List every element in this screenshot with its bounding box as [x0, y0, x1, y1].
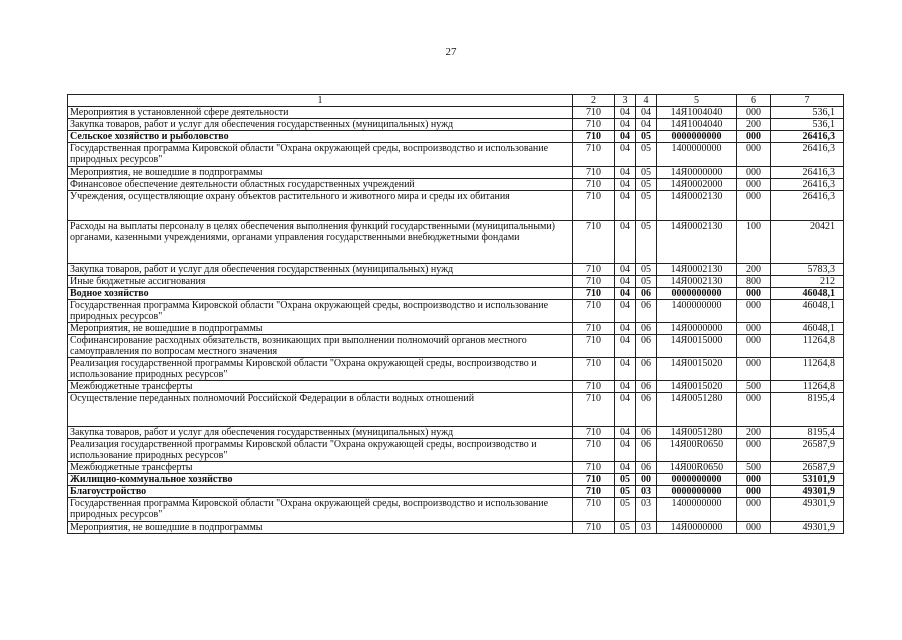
page-number: 27 [445, 46, 457, 58]
row-name: Мероприятия, не вошедшие в подпрограммы [68, 167, 573, 179]
row-ved-code: 710 [573, 486, 615, 498]
row-subsection-code: 06 [636, 288, 657, 300]
row-ved-code: 710 [573, 381, 615, 393]
row-section-code: 05 [615, 486, 636, 498]
row-subsection-code: 03 [636, 522, 657, 534]
row-ved-code: 710 [573, 358, 615, 381]
row-target-article: 0000000000 [657, 288, 737, 300]
row-ved-code: 710 [573, 131, 615, 143]
row-amount: 26416,3 [771, 143, 844, 167]
row-subsection-code: 06 [636, 381, 657, 393]
row-name: Закупка товаров, работ и услуг для обеспечения государственных (муниципальных) нужд [68, 427, 573, 439]
row-name: Расходы на выплаты персоналу в целях обеспечения выполнения функций государственными (муниципальными) органами, казенными учреждениями, органами управления государственными внебюджетными фондами [68, 221, 573, 264]
row-target-article: 14Я00R0650 [657, 439, 737, 462]
row-subsection-code: 06 [636, 393, 657, 427]
row-amount: 46048,1 [771, 323, 844, 335]
row-name: Реализация государственной программы Кировской области "Охрана окружающей среды, воспроизводство и использование природных ресурсов" [68, 358, 573, 381]
row-amount: 8195,4 [771, 393, 844, 427]
row-section-code: 04 [615, 131, 636, 143]
row-expense-type: 000 [737, 358, 771, 381]
row-section-code: 04 [615, 107, 636, 119]
row-expense-type: 000 [737, 143, 771, 167]
row-ved-code: 710 [573, 167, 615, 179]
row-target-article: 14Я0002130 [657, 264, 737, 276]
row-name: Водное хозяйство [68, 288, 573, 300]
row-amount: 26416,3 [771, 131, 844, 143]
row-name: Финансовое обеспечение деятельности областных государственных учреждений [68, 179, 573, 191]
table-row [68, 323, 844, 335]
table-row [68, 462, 844, 474]
row-target-article: 0000000000 [657, 474, 737, 486]
row-name: Мероприятия в установленной сфере деятельности [68, 107, 573, 119]
row-section-code: 04 [615, 143, 636, 167]
row-target-article: 0000000000 [657, 486, 737, 498]
row-subsection-code: 06 [636, 462, 657, 474]
row-section-code: 05 [615, 522, 636, 534]
table-row [68, 381, 844, 393]
row-expense-type: 000 [737, 393, 771, 427]
row-target-article: 14Я0000000 [657, 167, 737, 179]
row-subsection-code: 05 [636, 167, 657, 179]
row-expense-type: 500 [737, 381, 771, 393]
row-target-article: 14Я1004040 [657, 119, 737, 131]
row-expense-type: 000 [737, 131, 771, 143]
row-section-code: 05 [615, 474, 636, 486]
row-ved-code: 710 [573, 288, 615, 300]
row-amount: 536,1 [771, 107, 844, 119]
row-amount: 11264,8 [771, 358, 844, 381]
row-expense-type: 000 [737, 474, 771, 486]
row-section-code: 04 [615, 179, 636, 191]
header-cell: 3 [615, 95, 636, 107]
row-expense-type: 100 [737, 221, 771, 264]
table-row [68, 179, 844, 191]
row-name: Государственная программа Кировской области "Охрана окружающей среды, воспроизводство и использование природных ресурсов" [68, 498, 573, 522]
row-name: Закупка товаров, работ и услуг для обеспечения государственных (муниципальных) нужд [68, 264, 573, 276]
row-section-code: 04 [615, 221, 636, 264]
row-expense-type: 000 [737, 439, 771, 462]
row-subsection-code: 06 [636, 335, 657, 358]
row-amount: 46048,1 [771, 288, 844, 300]
row-target-article: 14Я00R0650 [657, 462, 737, 474]
row-ved-code: 710 [573, 107, 615, 119]
row-subsection-code: 05 [636, 143, 657, 167]
row-subsection-code: 05 [636, 276, 657, 288]
row-amount: 11264,8 [771, 381, 844, 393]
header-cell: 6 [737, 95, 771, 107]
row-amount: 8195,4 [771, 427, 844, 439]
row-name: Реализация государственной программы Кировской области "Охрана окружающей среды, воспроизводство и использование природных ресурсов" [68, 439, 573, 462]
table-row [68, 486, 844, 498]
row-subsection-code: 06 [636, 323, 657, 335]
row-target-article: 1400000000 [657, 498, 737, 522]
row-expense-type: 000 [737, 323, 771, 335]
table-row [68, 498, 844, 522]
row-amount: 49301,9 [771, 522, 844, 534]
row-section-code: 04 [615, 335, 636, 358]
row-section-code: 04 [615, 358, 636, 381]
row-section-code: 04 [615, 264, 636, 276]
header-cell: 2 [573, 95, 615, 107]
row-amount: 26416,3 [771, 179, 844, 191]
row-name: Мероприятия, не вошедшие в подпрограммы [68, 522, 573, 534]
row-ved-code: 710 [573, 498, 615, 522]
table-row [68, 119, 844, 131]
row-subsection-code: 05 [636, 179, 657, 191]
row-name: Сельское хозяйство и рыболовство [68, 131, 573, 143]
row-subsection-code: 05 [636, 131, 657, 143]
row-subsection-code: 03 [636, 498, 657, 522]
row-target-article: 14Я0002000 [657, 179, 737, 191]
table-row [68, 300, 844, 323]
header-cell: 1 [68, 95, 573, 107]
row-name: Благоустройство [68, 486, 573, 498]
row-target-article: 14Я0002130 [657, 221, 737, 264]
row-expense-type: 000 [737, 167, 771, 179]
row-name: Государственная программа Кировской области "Охрана окружающей среды, воспроизводство и использование природных ресурсов" [68, 300, 573, 323]
row-section-code: 04 [615, 167, 636, 179]
row-name: Софинансирование расходных обязательств, возникающих при выполнении полномочий органов местного самоуправления по вопросам местного значения [68, 335, 573, 358]
budget-table [67, 94, 844, 534]
row-target-article: 14Я0015020 [657, 381, 737, 393]
row-ved-code: 710 [573, 191, 615, 221]
row-expense-type: 000 [737, 300, 771, 323]
row-amount: 536,1 [771, 119, 844, 131]
row-ved-code: 710 [573, 143, 615, 167]
row-amount: 11264,8 [771, 335, 844, 358]
row-subsection-code: 05 [636, 264, 657, 276]
row-section-code: 04 [615, 323, 636, 335]
row-ved-code: 710 [573, 179, 615, 191]
row-amount: 26416,3 [771, 191, 844, 221]
row-target-article: 14Я1004040 [657, 107, 737, 119]
table-header-row [68, 95, 844, 107]
row-name: Межбюджетные трансферты [68, 462, 573, 474]
row-expense-type: 800 [737, 276, 771, 288]
table-row [68, 107, 844, 119]
row-target-article: 14Я0051280 [657, 427, 737, 439]
row-ved-code: 710 [573, 264, 615, 276]
row-amount: 26587,9 [771, 462, 844, 474]
row-name: Государственная программа Кировской области "Охрана окружающей среды, воспроизводство и использование природных ресурсов" [68, 143, 573, 167]
row-section-code: 04 [615, 191, 636, 221]
row-name: Учреждения, осуществляющие охрану объектов растительного и животного мира и среды их обитания [68, 191, 573, 221]
row-amount: 5783,3 [771, 264, 844, 276]
row-name: Межбюджетные трансферты [68, 381, 573, 393]
row-amount: 49301,9 [771, 498, 844, 522]
row-amount: 212 [771, 276, 844, 288]
row-expense-type: 000 [737, 179, 771, 191]
table-row [68, 393, 844, 427]
row-target-article: 14Я0015000 [657, 335, 737, 358]
row-amount: 26416,3 [771, 167, 844, 179]
row-target-article: 14Я0002130 [657, 191, 737, 221]
table-row [68, 143, 844, 167]
row-ved-code: 710 [573, 462, 615, 474]
row-target-article: 1400000000 [657, 300, 737, 323]
row-subsection-code: 06 [636, 439, 657, 462]
row-subsection-code: 06 [636, 358, 657, 381]
row-amount: 20421 [771, 221, 844, 264]
table-row [68, 474, 844, 486]
row-ved-code: 710 [573, 300, 615, 323]
row-expense-type: 000 [737, 498, 771, 522]
header-cell: 5 [657, 95, 737, 107]
table-row [68, 131, 844, 143]
table-row [68, 276, 844, 288]
row-expense-type: 000 [737, 107, 771, 119]
table-row [68, 358, 844, 381]
row-expense-type: 200 [737, 264, 771, 276]
row-subsection-code: 05 [636, 191, 657, 221]
row-section-code: 04 [615, 288, 636, 300]
row-target-article: 14Я0051280 [657, 393, 737, 427]
row-name: Осуществление переданных полномочий Российской Федерации в области водных отношений [68, 393, 573, 427]
row-subsection-code: 04 [636, 119, 657, 131]
row-subsection-code: 03 [636, 486, 657, 498]
row-section-code: 04 [615, 427, 636, 439]
row-target-article: 0000000000 [657, 131, 737, 143]
table-row [68, 167, 844, 179]
row-expense-type: 200 [737, 427, 771, 439]
row-name: Мероприятия, не вошедшие в подпрограммы [68, 323, 573, 335]
row-ved-code: 710 [573, 439, 615, 462]
row-target-article: 1400000000 [657, 143, 737, 167]
header-cell: 4 [636, 95, 657, 107]
row-ved-code: 710 [573, 522, 615, 534]
row-subsection-code: 05 [636, 221, 657, 264]
table-row [68, 221, 844, 264]
row-expense-type: 200 [737, 119, 771, 131]
row-subsection-code: 00 [636, 474, 657, 486]
row-name: Закупка товаров, работ и услуг для обеспечения государственных (муниципальных) нужд [68, 119, 573, 131]
row-ved-code: 710 [573, 393, 615, 427]
row-expense-type: 000 [737, 288, 771, 300]
row-name: Иные бюджетные ассигнования [68, 276, 573, 288]
row-expense-type: 000 [737, 191, 771, 221]
row-section-code: 04 [615, 393, 636, 427]
row-expense-type: 000 [737, 335, 771, 358]
row-amount: 26587,9 [771, 439, 844, 462]
row-ved-code: 710 [573, 276, 615, 288]
row-subsection-code: 06 [636, 427, 657, 439]
row-ved-code: 710 [573, 119, 615, 131]
row-section-code: 04 [615, 439, 636, 462]
row-section-code: 04 [615, 462, 636, 474]
row-subsection-code: 06 [636, 300, 657, 323]
table-row [68, 288, 844, 300]
table-row [68, 427, 844, 439]
row-ved-code: 710 [573, 427, 615, 439]
row-target-article: 14Я0000000 [657, 323, 737, 335]
row-target-article: 14Я0002130 [657, 276, 737, 288]
row-target-article: 14Я0000000 [657, 522, 737, 534]
row-amount: 46048,1 [771, 300, 844, 323]
table-row [68, 439, 844, 462]
row-section-code: 04 [615, 381, 636, 393]
row-section-code: 05 [615, 498, 636, 522]
row-amount: 49301,9 [771, 486, 844, 498]
row-name: Жилищно-коммунальное хозяйство [68, 474, 573, 486]
row-ved-code: 710 [573, 221, 615, 264]
row-ved-code: 710 [573, 474, 615, 486]
table-row [68, 191, 844, 221]
row-section-code: 04 [615, 276, 636, 288]
table-row [68, 264, 844, 276]
row-expense-type: 000 [737, 522, 771, 534]
row-expense-type: 000 [737, 486, 771, 498]
row-subsection-code: 04 [636, 107, 657, 119]
row-ved-code: 710 [573, 323, 615, 335]
table-row [68, 335, 844, 358]
row-ved-code: 710 [573, 335, 615, 358]
row-amount: 53101,9 [771, 474, 844, 486]
row-section-code: 04 [615, 300, 636, 323]
row-expense-type: 500 [737, 462, 771, 474]
table-row [68, 522, 844, 534]
row-section-code: 04 [615, 119, 636, 131]
row-target-article: 14Я0015020 [657, 358, 737, 381]
header-cell: 7 [771, 95, 844, 107]
